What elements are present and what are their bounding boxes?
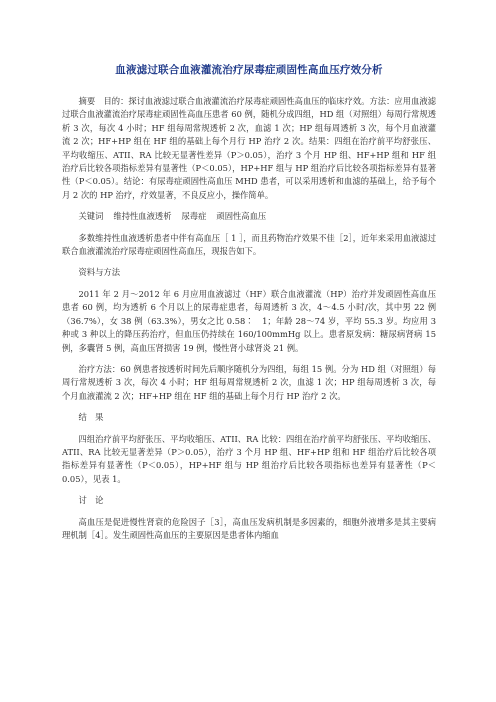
methods-heading: 资料与方法 xyxy=(78,267,120,278)
keywords-label: 关键词 xyxy=(78,211,104,222)
discussion-paragraph: 高血压是促进慢性肾衰的危险因子［3］，高血压发病机制是多因素的，细胞外液增多是其主要病理机制［4］。发生顽固性高血压的主要原因是患者体内缩血 xyxy=(62,516,436,540)
results-heading: 结 果 xyxy=(78,412,104,423)
keywords-line xyxy=(62,210,436,223)
abstract: 摘要 目的：探讨血液滤过联合血液灌流治疗尿毒症顽固性高血压的临床疗效。方法：应用血液滤过联合血液灌流治疗尿毒症顽固性高血压患者 60 例，随机分成四组，HD 组（对照组）每周行常规透析 3 次，每次 4 小时；HF 组每周常规透析 2 次，血滤 1 次；HP 组每周透析 3 次，每个月血液灌流 2 次；HF+HP 组在 HF 组的基础上每个月行 HP 治疗 2 次。结果：四组在治疗前平均舒张压、平均收缩压、ATII、RA 比较无显著性差异（P＞0.05），治疗 3 个月 HP 组、HF+HP 组和 HF 组治疗后比较各项指标差异有显著性（P＜0.05），HP+HF 组与 HP 组治疗后比较各项指标差异有显著性（P＜0.05）。结论：有尿毒症顽固性高血压 MHD 患者，可以采用透析和血滤的基础上，给予每个月 2 次的 HP 治疗，疗效显著，不良反应小，操作简单。 xyxy=(62,96,436,200)
methods-paragraph-1: 2011 年 2 月～2012 年 6 月应用血液滤过（HF）联合血液灌流（HP）治疗并发顽固性高血压患者 60 例，均为透析 6 个月以上的尿毒症患者，每周透析 3 次，4～4.5 小时/次，其中男 22 例（36.7%），女 38 例（63.3%），男女之比 0.58∶ 1；年龄 28～74 岁，平均 55.3 岁。均应用 3 种或 3 种以上的降压药治疗，但血压仍持续在 160/100mmHg 以上。患者原发病：糖尿病肾病 15 例，多囊肾 5 例，高血压肾损害 19 例，慢性肾小球肾炎 21 例。 xyxy=(62,288,436,353)
introduction-paragraph: 多数维持性血液透析患者中伴有高血压［ 1 ］，而且药物治疗效果不佳［2］，近年来采用血液滤过联合血液灌流治疗尿毒症顽固性高血压，现报告如下。 xyxy=(62,232,436,257)
paper-title: 血液滤过联合血液灌流治疗尿毒症顽固性高血压疗效分析 xyxy=(115,64,383,76)
keyword-3: 顽固性高血压 xyxy=(216,211,267,222)
methods-paragraph-2: 治疗方法：60 例患者按透析时间先后顺序随机分为四组，每组 15 例。分为 HD 组（对照组）每周行常规透析 3 次，每次 4 小时；HF 组每周常规透析 2 次，血滤 1 次；HP 组每周透析 3 次，每个月血液灌流 2 次；HF+HP 组在 HF 组的基础上每个月行 HP 治疗 2 次。 xyxy=(62,363,436,401)
document-page xyxy=(62,62,436,542)
keyword-2: 尿毒症 xyxy=(181,211,207,222)
results-paragraph: 四组治疗前平均舒张压、平均收缩压、ATII、RA 比较：四组在治疗前平均舒张压、平均收缩压、ATII、RA 比较无显著差异（P＞0.05），治疗 3 个月 HP 组、HF+HP 组和 HF 组治疗后比较各项指标差异有显著性（P＜0.05），HP+HF 组与 HP 组治疗后比较各项指标也差异有显著性（P＜0.05），见表 1。 xyxy=(62,433,436,484)
keyword-1: 维持性血液透析 xyxy=(113,211,172,222)
discussion-heading: 讨 论 xyxy=(78,495,104,506)
